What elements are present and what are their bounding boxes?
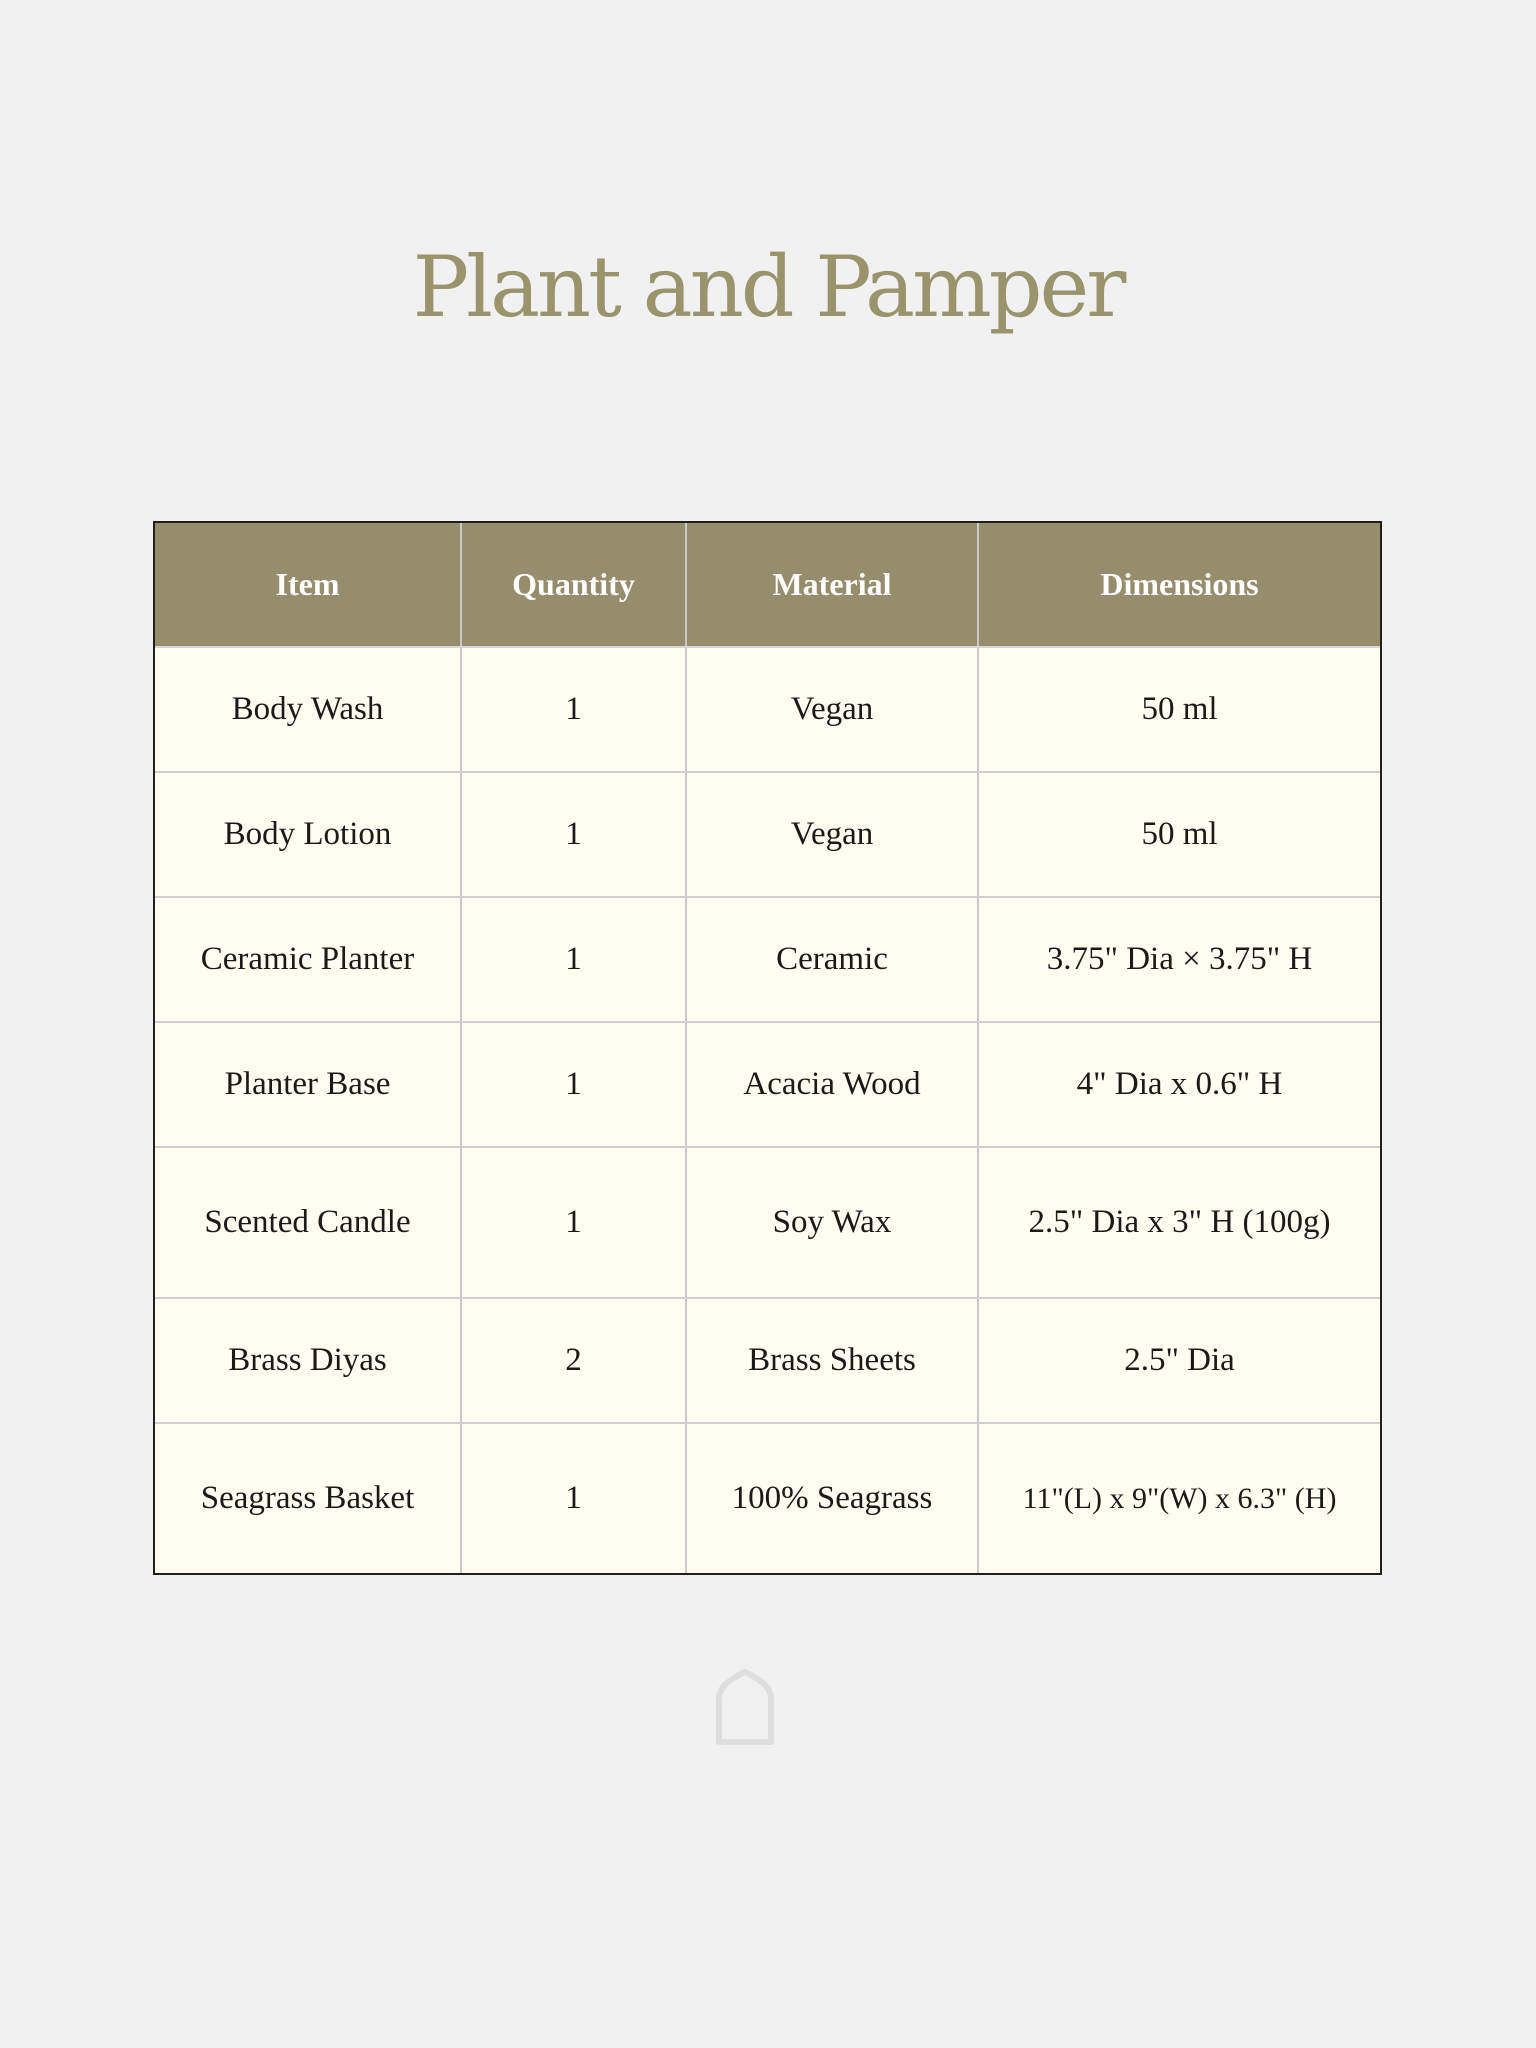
cell-item: Scented Candle [155, 1147, 461, 1298]
cell-dimensions: 50 ml [978, 772, 1380, 897]
spec-table [155, 523, 1380, 1573]
cell-quantity: 1 [461, 897, 686, 1022]
cell-material: Acacia Wood [686, 1022, 978, 1147]
cell-quantity: 1 [461, 1423, 686, 1573]
cell-quantity: 1 [461, 772, 686, 897]
table-row [155, 897, 1380, 1022]
header-dimensions: Dimensions [978, 523, 1380, 647]
cell-quantity: 2 [461, 1298, 686, 1423]
table-header-row [155, 523, 1380, 647]
cell-quantity: 1 [461, 1022, 686, 1147]
table-row [155, 647, 1380, 772]
table-row [155, 1022, 1380, 1147]
arch-outline-icon [714, 1668, 776, 1746]
cell-item: Seagrass Basket [200, 1480, 415, 1516]
cell-item: Brass Diyas [155, 1298, 461, 1423]
table-row [155, 1147, 1380, 1298]
cell-item: Body Wash [155, 647, 461, 772]
cell-quantity: 1 [461, 1147, 686, 1298]
cell-dimensions: 2.5" Dia [978, 1298, 1380, 1423]
cell-quantity: 1 [461, 647, 686, 772]
cell-dimensions: 4" Dia x 0.6" H [978, 1022, 1380, 1147]
cell-dimensions: 11"(L) x 9"(W) x 6.3" (H) [978, 1423, 1380, 1573]
cell-dimensions: 50 ml [978, 647, 1380, 772]
cell-material: Brass Sheets [686, 1298, 978, 1423]
table-row [155, 1423, 1380, 1573]
cell-dimensions: 3.75" Dia × 3.75" H [978, 897, 1380, 1022]
header-item: Item [155, 523, 461, 647]
cell-item: Body Lotion [155, 772, 461, 897]
cell-material: Vegan [686, 772, 978, 897]
header-material: Material [686, 523, 978, 647]
cell-material: Vegan [686, 647, 978, 772]
product-spec-table [153, 521, 1382, 1575]
cell-item: Ceramic Planter [155, 897, 461, 1022]
cell-dimensions: 2.5" Dia x 3" H (100g) [978, 1147, 1380, 1298]
cell-material: Ceramic [686, 897, 978, 1022]
cell-material: Soy Wax [686, 1147, 978, 1298]
cell-material: 100% Seagrass [686, 1423, 978, 1573]
cell-item: Planter Base [155, 1022, 461, 1147]
table-row [155, 772, 1380, 897]
table-row [155, 1298, 1380, 1423]
header-quantity: Quantity [461, 523, 686, 647]
page-title: Plant and Pamper [412, 238, 1124, 336]
